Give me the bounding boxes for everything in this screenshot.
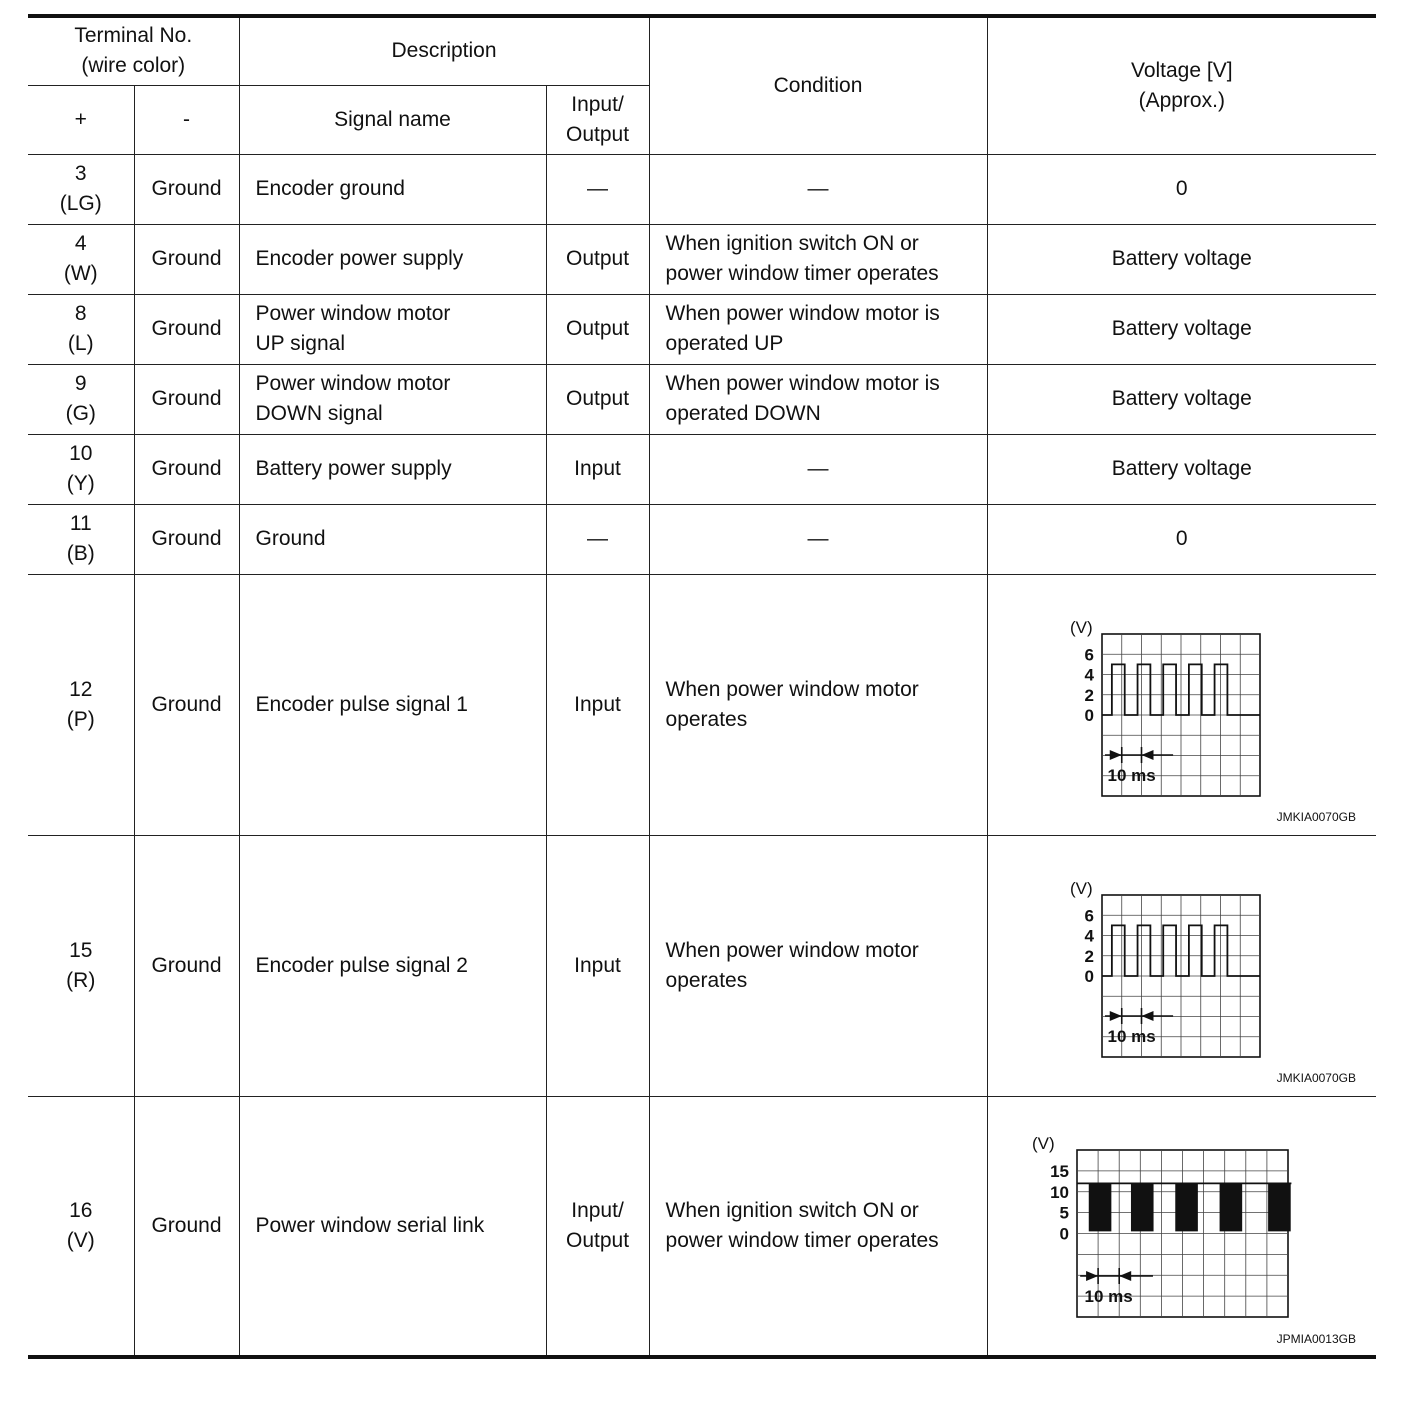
table-row	[28, 574, 1376, 835]
voltage-cell	[987, 1096, 1376, 1357]
terminal-cell: 11 (B)	[28, 504, 134, 574]
signal-name-cell: Encoder pulse signal 2	[239, 835, 546, 1096]
scope-waveform	[1077, 1183, 1291, 1230]
scope-ytick-label: 6	[1084, 644, 1094, 664]
figure-id-label: JMKIA0070GB	[1276, 1070, 1356, 1085]
signal-name-cell: Power window motor DOWN signal	[239, 364, 546, 434]
ground-cell: Ground	[134, 835, 239, 1096]
table-row	[28, 294, 1376, 364]
terminal-cell: 3 (LG)	[28, 154, 134, 224]
terminal-cell: 9 (G)	[28, 364, 134, 434]
scope-ytick-label: 2	[1084, 685, 1094, 705]
ground-cell: Ground	[134, 364, 239, 434]
scope-ytick-label: 4	[1084, 665, 1094, 684]
time-arrow-head-right	[1119, 1271, 1131, 1281]
ground-cell: Ground	[134, 224, 239, 294]
signal-name-cell: Ground	[239, 504, 546, 574]
table-row	[28, 434, 1376, 504]
condition-cell: When ignition switch ON or power window timer operates	[649, 1096, 987, 1357]
table-row	[28, 835, 1376, 1096]
table-row	[28, 1096, 1376, 1357]
scope-ytick-label: 0	[1059, 1224, 1069, 1243]
signal-name-cell: Power window serial link	[239, 1096, 546, 1357]
ground-cell: Ground	[134, 434, 239, 504]
scope-ytick-label: 10	[1049, 1182, 1069, 1202]
terminal-cell: 8 (L)	[28, 294, 134, 364]
terminal-no-header: Terminal No. (wire color)	[28, 16, 239, 85]
scope-unit-label: (V)	[1031, 1133, 1055, 1153]
condition-cell: —	[649, 504, 987, 574]
table-row	[28, 224, 1376, 294]
terminal-cell: 16 (V)	[28, 1096, 134, 1357]
minus-header: -	[134, 85, 239, 154]
input-output-header: Input/ Output	[546, 85, 649, 154]
oscilloscope-chart	[988, 575, 1377, 836]
terminal-cell: 12 (P)	[28, 574, 134, 835]
ground-cell: Ground	[134, 504, 239, 574]
description-header: Description	[239, 16, 649, 85]
input-output-cell: Input	[546, 434, 649, 504]
scope-ytick-label: 5	[1059, 1203, 1069, 1223]
signal-name-cell: Encoder ground	[239, 154, 546, 224]
signal-name-cell: Battery power supply	[239, 434, 546, 504]
scope-ytick-label: 6	[1084, 905, 1094, 925]
input-output-cell: —	[546, 504, 649, 574]
scope-ytick-label: 2	[1084, 946, 1094, 966]
table-row	[28, 364, 1376, 434]
voltage-cell	[987, 574, 1376, 835]
time-arrow-head-right	[1141, 750, 1153, 760]
ground-cell: Ground	[134, 294, 239, 364]
scope-ytick-label: 4	[1084, 926, 1094, 945]
condition-cell: When power window motor is operated DOWN	[649, 364, 987, 434]
condition-cell: When power window motor operates	[649, 835, 987, 1096]
signal-name-cell: Encoder pulse signal 1	[239, 574, 546, 835]
signal-name-header: Signal name	[239, 85, 546, 154]
time-scale-label: 10 ms	[1107, 765, 1156, 785]
input-output-cell: Output	[546, 364, 649, 434]
voltage-cell: Battery voltage	[987, 364, 1376, 434]
input-output-cell: Output	[546, 224, 649, 294]
ground-cell: Ground	[134, 154, 239, 224]
voltage-cell: 0	[987, 504, 1376, 574]
condition-cell: —	[649, 154, 987, 224]
input-output-cell: Input	[546, 574, 649, 835]
scope-ytick-label: 15	[1049, 1161, 1069, 1181]
condition-header: Condition	[649, 16, 987, 154]
time-arrow-head-left	[1109, 750, 1121, 760]
input-output-cell: Input	[546, 835, 649, 1096]
figure-id-label: JMKIA0070GB	[1276, 809, 1356, 824]
input-output-cell: Input/ Output	[546, 1096, 649, 1357]
voltage-header: Voltage [V] (Approx.)	[987, 16, 1376, 154]
voltage-cell	[987, 835, 1376, 1096]
table-row	[28, 154, 1376, 224]
plus-header: +	[28, 85, 134, 154]
time-arrow-head-left	[1109, 1011, 1121, 1021]
voltage-cell: Battery voltage	[987, 434, 1376, 504]
condition-cell: When power window motor operates	[649, 574, 987, 835]
signal-name-cell: Power window motor UP signal	[239, 294, 546, 364]
input-output-cell: Output	[546, 294, 649, 364]
terminal-cell: 10 (Y)	[28, 434, 134, 504]
time-scale-label: 10 ms	[1107, 1026, 1156, 1046]
oscilloscope-chart	[988, 1097, 1377, 1358]
voltage-cell: Battery voltage	[987, 294, 1376, 364]
figure-id-label: JPMIA0013GB	[1276, 1331, 1356, 1346]
scope-unit-label: (V)	[1069, 878, 1093, 898]
scope-ytick-label: 0	[1084, 705, 1094, 725]
condition-cell: When ignition switch ON or power window timer operates	[649, 224, 987, 294]
time-arrow-head-right	[1141, 1011, 1153, 1021]
voltage-cell: Battery voltage	[987, 224, 1376, 294]
voltage-cell: 0	[987, 154, 1376, 224]
signal-name-cell: Encoder power supply	[239, 224, 546, 294]
scope-ytick-label: 0	[1084, 966, 1094, 986]
scope-unit-label: (V)	[1069, 617, 1093, 637]
time-scale-label: 10 ms	[1084, 1286, 1133, 1306]
input-output-cell: —	[546, 154, 649, 224]
condition-cell: —	[649, 434, 987, 504]
ground-cell: Ground	[134, 574, 239, 835]
terminal-cell: 4 (W)	[28, 224, 134, 294]
oscilloscope-chart	[988, 836, 1377, 1097]
time-arrow-head-left	[1086, 1271, 1098, 1281]
condition-cell: When power window motor is operated UP	[649, 294, 987, 364]
terminal-cell: 15 (R)	[28, 835, 134, 1096]
table-row	[28, 504, 1376, 574]
terminal-spec-table	[28, 14, 1376, 1359]
ground-cell: Ground	[134, 1096, 239, 1357]
